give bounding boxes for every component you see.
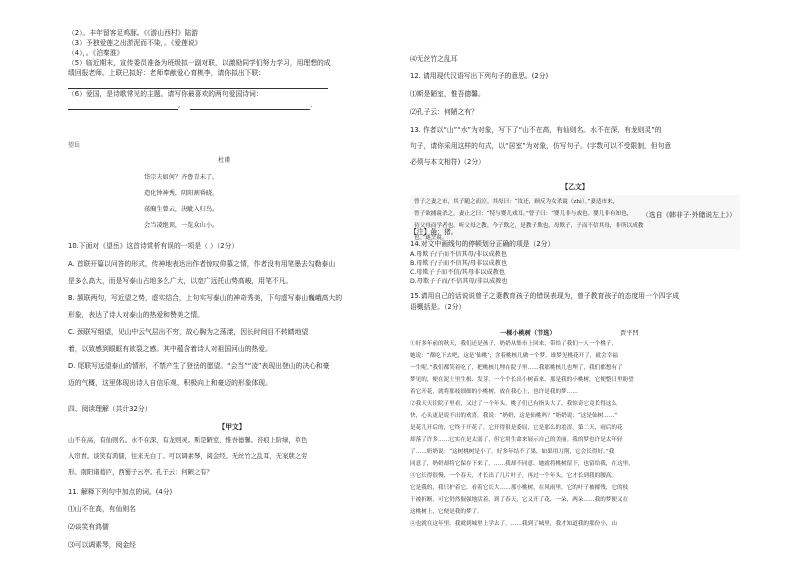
q13-line-3: 必须与本文相符)（2分） [410, 158, 485, 166]
q15-line-1: 15.请用自己的话说说曾子之妻教育孩子的错误表现为，曾子教育孩子的态度用一个四字成 [410, 292, 680, 300]
q11-item-2: ⑵谈笑有鸿儒 [68, 523, 109, 531]
story-line-11: 同意了，奶奶却将它保存下来了，……我却不同意，她就将桃树留下，也留给我，在这里。 [410, 461, 634, 467]
q10-option-d1: D. 尾联写远望泰山的情形，不禁产生了登岳的愿望。“会当”“凌”表现出登山的决心和豪 [68, 362, 330, 370]
q10-option-d2: 迈的气概，这里体现出诗人自信乐观、积极向上和豪迈的形象体现。 [68, 379, 272, 387]
jia-title: 【甲文】 [218, 423, 246, 431]
q14-option-c: C.母欺子子而不信/其母非以成教也 [410, 269, 505, 276]
q5-answer-line [68, 79, 328, 89]
story-line-2: 她说：“都吃下去吧，这是‘仙桃’；含着桃核儿做一个梦，谁梦见桃花开了，就会幸福 [410, 353, 618, 359]
q5-line-1: （5）临近期末，宣传委员准备为班级拟一副对联，以激励同学们努力学习，用理想的成 [68, 59, 331, 67]
story-line-14: 干被折断，可它仍然倔强地活着，到了春天，它又开了花，一朵，两朵……我的梦便又在 [410, 497, 629, 503]
q6-line: （6）爱国，是诗歌常见的主题。请写你最喜欢的两句爱国诗词： [68, 90, 263, 98]
poem-line-3: 荡胸生曾云，决眦入归鸟。 [144, 206, 219, 213]
poem-line-2: 造化钟神秀，阴阳割昏晓。 [144, 190, 219, 197]
q10-option-c1: C. 颈联写细望，见山中云气层出不穷，故心胸为之荡漾，因长时间目不转睛地望 [68, 328, 309, 336]
poem-line-1: 岱宗夫如何？齐鲁青未了。 [144, 174, 219, 181]
story-line-13: 它是我的，我只护着它，看着它长大……那小桃树，在风雨里，它的叶子被摧残，它的枝 [410, 485, 629, 491]
q13-line-1: 13. 作者以“山”“水”为对象，写下了“山不在高，有仙则名。水不在深，有龙则灵”的 [410, 126, 662, 134]
q15-line-2: 语概括是。（2分） [410, 303, 466, 311]
q10-option-b1: B. 颔联两句，写近望之势，虚实结合，上句实写泰山的神奇秀美，下句虚写泰山巍峨高大的 [68, 294, 343, 302]
jia-text-1: 山不在高，有仙则名。水不在深，有龙则灵。斯是陋室，惟吾德馨。苔痕上阶绿，草色 [68, 437, 308, 444]
q5-line-2: 绩回报老师。上联已拟好：老师奉献爱心育桃李，请你拟出下联： [68, 69, 266, 77]
fill-line-3: （3）予独爱莲之出淤泥而不染，。《爱莲说》 [68, 39, 202, 47]
fill-line-4: （4），。《泊秦淮》 [68, 49, 124, 57]
jia-text-2: 入帘青。谈笑有鸿儒，往来无白丁。可以调素琴，阅金经。无丝竹之乱耳，无案牍之劳 [68, 453, 308, 460]
yi-source: （选自《韩非子·外储说左上》） [642, 211, 736, 219]
q11-item-1: ⑴山不在高，有仙则名 [68, 505, 136, 513]
story-line-16: ④也就在这年里，我就到城里上学去了，……我到了城里，我才知道我的那份小，山 [410, 521, 617, 527]
story-line-3: 一生呢。”我们都笑着吃了，把桃核儿埋在院子里……我那桃核儿也埋了，我们都想有了 [410, 365, 623, 371]
jia-text-3: 形。南阳诸葛庐，西蜀子云亭。孔子云：何陋之有？ [68, 469, 213, 476]
q11-item-3: ⑶可以调素琴，阅金经 [68, 541, 136, 549]
poem-title: 望岳 [68, 142, 81, 149]
yi-text-1: 曾子之妻之市，其子随之而泣。其母曰：“汝还，顾反为女杀彘（zhì）。”妻适市来， [414, 199, 619, 205]
q12-item-1: ⑴斯是陋室，惟吾德馨。 [410, 90, 485, 98]
story-author: 贾平凹 [620, 330, 639, 337]
q10-option-a2: 是多么高大，而是写泰山占地多么广大，以宽广远托山势高峻，用笔不凡。 [68, 277, 293, 285]
yi-text-3: 待父母而学者也，听父母之教。今子欺之，是教子欺也。母欺子，子而不信其母，非所以成教 [414, 223, 644, 229]
story-line-6: ②我天天往院子里看，又过了一个年头，桃子们已有指头大了，我惊奇它竟长得这么 [410, 401, 617, 407]
story-line-7: 快，心头更是说不出的欢喜。我说：“奶奶，这是仙桃吗？”奶奶说：“这是仙树……” [410, 413, 618, 419]
story-line-12: ③它长得很慢，一个春天，才长出了几片叶子，再过一个年头，它才长到我的腰高。 [410, 473, 617, 479]
yi-text-4: 也。”遂烹彘。 [414, 235, 448, 241]
yi-note: 【注】彘：猪。 [410, 228, 458, 236]
q6-answer-line: , . [68, 100, 312, 110]
q12-item-2: ⑵孔子云：何陋之有？ [410, 108, 478, 116]
fill-line-2: （2）。丰年留客足鸡豚。《《游山西村》陆游 [68, 29, 199, 37]
story-line-9: 却落了许多……它实在是太弱了，但它用生命来展示自己的美丽。我的梦也许是太年轻 [410, 437, 623, 443]
q14-option-d: D.母欺子子而/不信其母/非以成教也 [410, 278, 508, 285]
q11-stem: 11. 解释下列句中加点的词。(4分) [68, 488, 173, 496]
q14-stem: 14.对文中画线句的停顿划分正确的项是（2分） [410, 240, 555, 248]
yi-text-2: 曾子欲捕彘杀之。妻止之曰：“特与婴儿戏耳。”曾子曰：“婴儿非与戏也。婴儿非有知也， [414, 211, 633, 217]
q10-option-b2: 形象，表达了诗人对泰山的热爱和赞美之情。 [68, 311, 204, 319]
poem-author: 杜甫 [218, 157, 231, 164]
story-line-4: 梦见的，便在泥土里生根、发芽，一个个长出小树苗来。那是我的小桃树，它便整日里盼望 [410, 377, 634, 383]
story-line-1: ①好多年前的秋天，我们还是孩子，奶奶从集市上回来，带给了我们一人一个桃子， [410, 341, 617, 347]
q14-option-b: B.母欺子/子而不信其/母非以成教也 [410, 260, 508, 267]
q11-item-4: ⑷无丝竹之乱耳 [410, 55, 458, 63]
q10-option-a1: A. 首联开篇以问答的形式，传神地表达出作者惊叹仰慕之情，作者没有用笔墨去勾勒泰山 [68, 260, 336, 268]
story-line-15: 这桃树上，它便是我的梦了。 [410, 509, 483, 515]
story-line-8: 是花儿开后的，它终于开花了。它开得很是委屈，它是那么的羞涩。第二天，雨后的花 [410, 425, 623, 431]
story-line-10: 了……奶奶说：“这树桃树是小了，好多年结不了果，如果用刀削，它会长得好。”我 [410, 449, 615, 455]
section-heading: 四、阅读理解（共计32分） [68, 405, 152, 413]
q14-option-a: A.母欺子/子而不信其母/非以成教也 [410, 251, 507, 258]
yi-title: 【乙文】 [561, 183, 589, 191]
poem-line-4: 会当凌绝顶，一览众山小。 [144, 222, 219, 229]
story-title: 一棵小桃树（节选） [500, 330, 556, 337]
q10-option-c2: 着，以致感到眼眶有欲裂之感。其中蕴含着诗人对祖国河山的热爱。 [68, 345, 272, 353]
q13-line-2: 句子，请你采用这样的句式，以“居室”为对象，仿写句子。(字数可以不受限制，但句意 [410, 142, 672, 150]
q12-stem: 12. 请用现代汉语写出下列句子的意思。(2分) [410, 72, 549, 80]
story-line-5: 着它开花，就将那枝细细的小桃树，放在我心上，也许是我的梦…… [410, 389, 578, 395]
q10-stem: 10.下面对《望岳》这首诗赏析有误的一项是（ ）（2分） [68, 242, 239, 250]
